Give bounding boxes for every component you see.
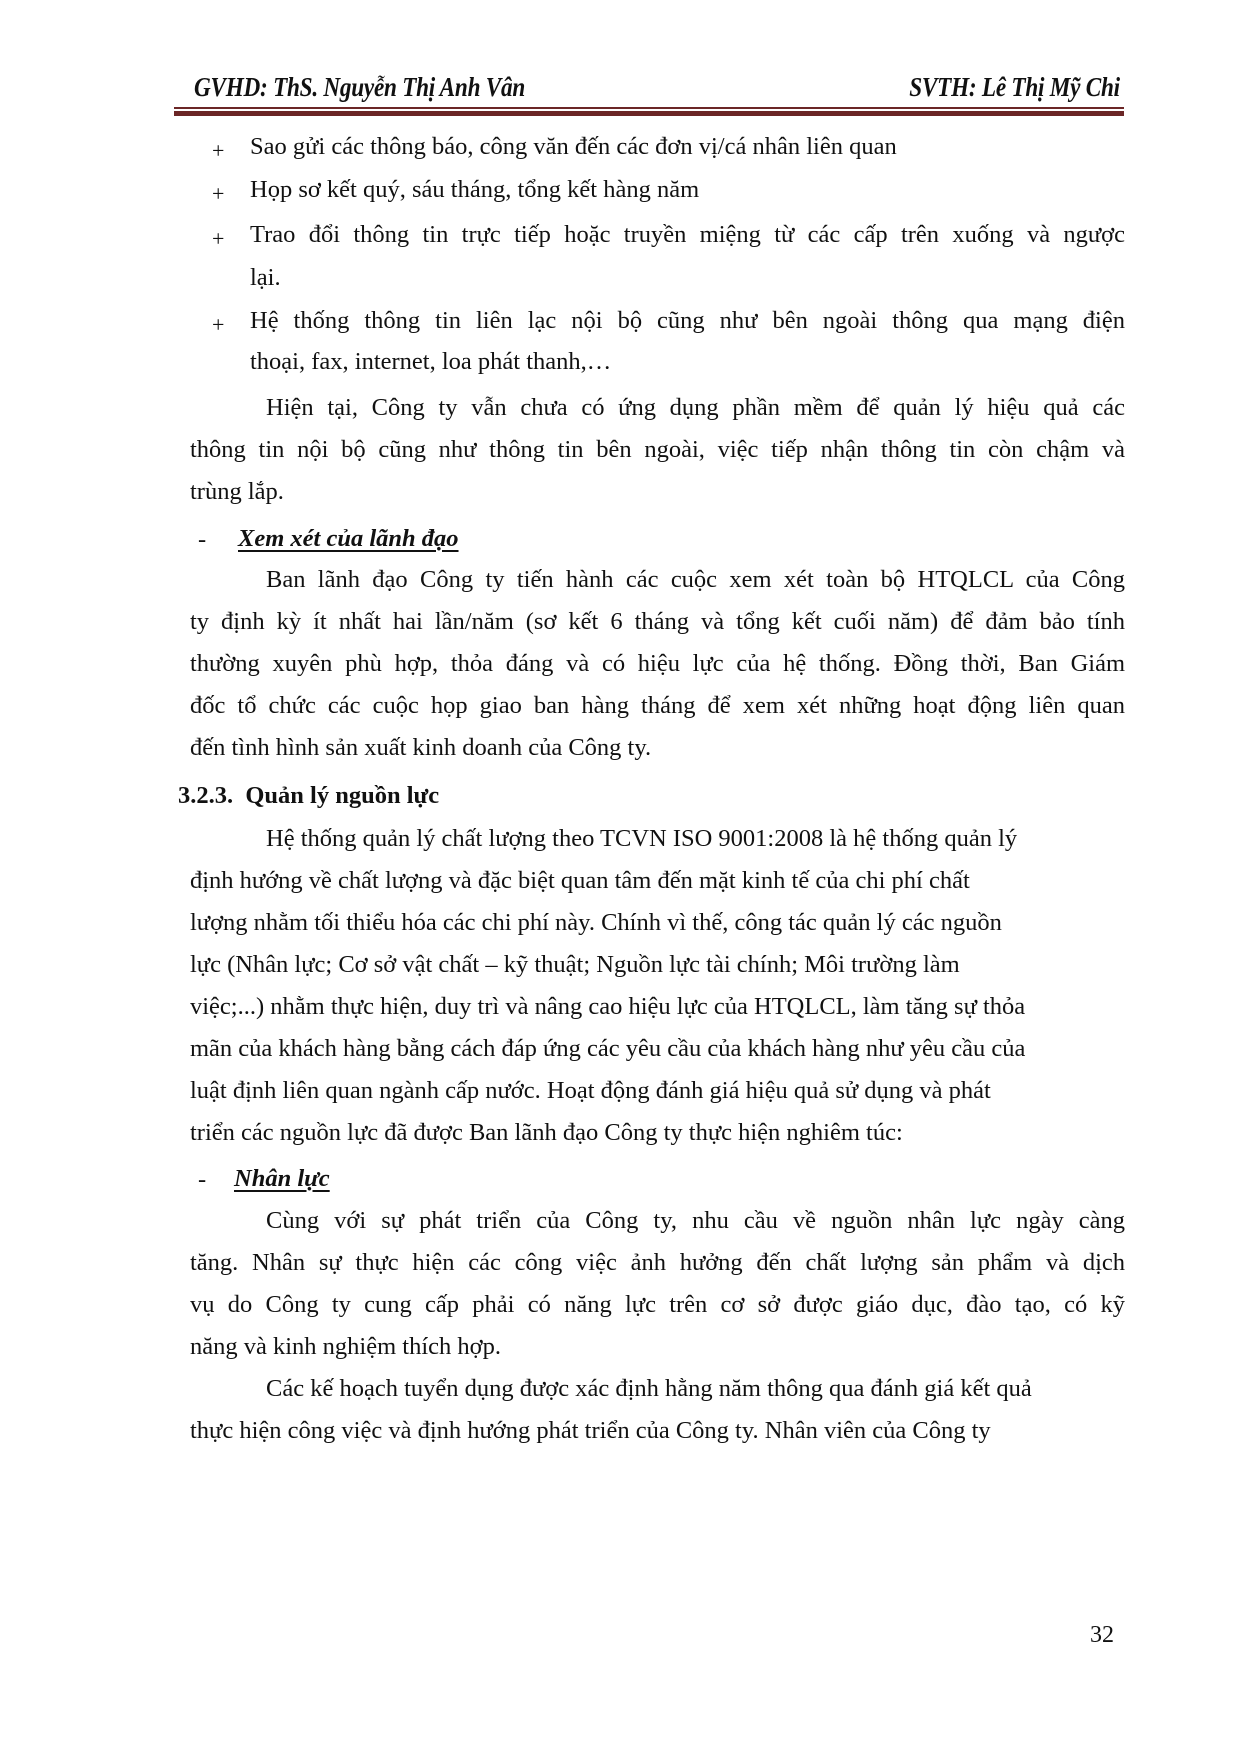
header-rule-thin xyxy=(174,107,1124,109)
subheading-marker: - xyxy=(198,526,207,553)
bullet-marker: + xyxy=(212,138,225,163)
header-student: SVTH: Lê Thị Mỹ Chi xyxy=(909,72,1120,102)
header-rule-thick xyxy=(174,111,1124,116)
paragraph-line: luật định liên quan ngành cấp nước. Hoạt động đánh giá hiệu quả sử dụng và phát xyxy=(190,1077,991,1104)
subheading-leadership-review: Xem xét của lãnh đạo xyxy=(238,525,459,552)
subheading-human-resources: Nhân lực xyxy=(234,1165,330,1192)
bullet-item: Họp sơ kết quý, sáu tháng, tổng kết hàng năm xyxy=(250,176,700,203)
paragraph-line: trùng lắp. xyxy=(190,478,284,505)
paragraph-line: Hệ thống quản lý chất lượng theo TCVN ISO 9001:2008 là hệ thống quản lý xyxy=(266,825,1018,852)
paragraph-line: Hiện tại, Công ty vẫn chưa có ứng dụng phần mềm để quản lý hiệu quả các xyxy=(266,394,1125,421)
paragraph-line: năng và kinh nghiệm thích hợp. xyxy=(190,1333,501,1360)
bullet-item: Hệ thống thông tin liên lạc nội bộ cũng như bên ngoài thông qua mạng điện xyxy=(250,307,1125,334)
paragraph-line: đến tình hình sản xuất kinh doanh của Công ty. xyxy=(190,734,652,761)
bullet-marker: + xyxy=(212,181,225,206)
bullet-item-cont: thoại, fax, internet, loa phát thanh,… xyxy=(250,348,612,375)
page-header xyxy=(174,66,1124,120)
paragraph-line: lượng nhằm tối thiểu hóa các chi phí này. Chính vì thế, công tác quản lý các nguồn xyxy=(190,909,1002,936)
paragraph-line: Các kế hoạch tuyển dụng được xác định hằng năm thông qua đánh giá kết quả xyxy=(266,1375,1032,1402)
paragraph-line: Ban lãnh đạo Công ty tiến hành các cuộc xem xét toàn bộ HTQLCL của Công xyxy=(266,566,1125,593)
paragraph-line: thông tin nội bộ cũng như thông tin bên ngoài, việc tiếp nhận thông tin còn chậm và xyxy=(190,436,1125,463)
paragraph-line: định hướng về chất lượng và đặc biệt quan tâm đến mặt kinh tế của chi phí chất xyxy=(190,867,970,894)
subheading-marker: - xyxy=(198,1166,207,1193)
paragraph-line: Cùng với sự phát triển của Công ty, nhu cầu về nguồn nhân lực ngày càng xyxy=(266,1207,1125,1234)
bullet-marker: + xyxy=(212,226,225,251)
bullet-marker: + xyxy=(212,312,225,337)
bullet-item: Sao gửi các thông báo, công văn đến các đơn vị/cá nhân liên quan xyxy=(250,133,897,160)
bullet-item: Trao đổi thông tin trực tiếp hoặc truyền miệng từ các cấp trên xuống và ngược xyxy=(250,221,1125,248)
paragraph-line: triển các nguồn lực đã được Ban lãnh đạo Công ty thực hiện nghiêm túc: xyxy=(190,1119,903,1146)
paragraph-line: đốc tổ chức các cuộc họp giao ban hàng tháng để xem xét những hoạt động liên quan xyxy=(190,692,1125,719)
paragraph-line: mãn của khách hàng bằng cách đáp ứng các yêu cầu của khách hàng như yêu cầu của xyxy=(190,1035,1026,1062)
section-number: 3.2.3. xyxy=(178,782,234,809)
paragraph-line: vụ do Công ty cung cấp phải có năng lực trên cơ sở được giáo dục, đào tạo, có kỹ xyxy=(190,1291,1125,1318)
paragraph-line: ty định kỳ ít nhất hai lần/năm (sơ kết 6 tháng và tổng kết cuối năm) để đảm bảo tính xyxy=(190,608,1125,635)
section-title: Quản lý nguồn lực xyxy=(245,782,440,809)
paragraph-line: tăng. Nhân sự thực hiện các công việc ảnh hưởng đến chất lượng sản phẩm và dịch xyxy=(190,1249,1125,1276)
paragraph-line: thường xuyên phù hợp, thỏa đáng và có hiệu lực của hệ thống. Đồng thời, Ban Giám xyxy=(190,650,1125,677)
paragraph-line: thực hiện công việc và định hướng phát triển của Công ty. Nhân viên của Công ty xyxy=(190,1417,991,1444)
header-supervisor: GVHD: ThS. Nguyễn Thị Anh Vân xyxy=(194,72,526,102)
section-heading xyxy=(178,782,439,810)
page-number: 32 xyxy=(1090,1622,1114,1648)
paragraph-line: lực (Nhân lực; Cơ sở vật chất – kỹ thuật; Nguồn lực tài chính; Môi trường làm xyxy=(190,951,960,978)
paragraph-line: việc;...) nhằm thực hiện, duy trì và nâng cao hiệu lực của HTQLCL, làm tăng sự thỏa xyxy=(190,993,1026,1020)
bullet-item-cont: lại. xyxy=(250,264,281,291)
